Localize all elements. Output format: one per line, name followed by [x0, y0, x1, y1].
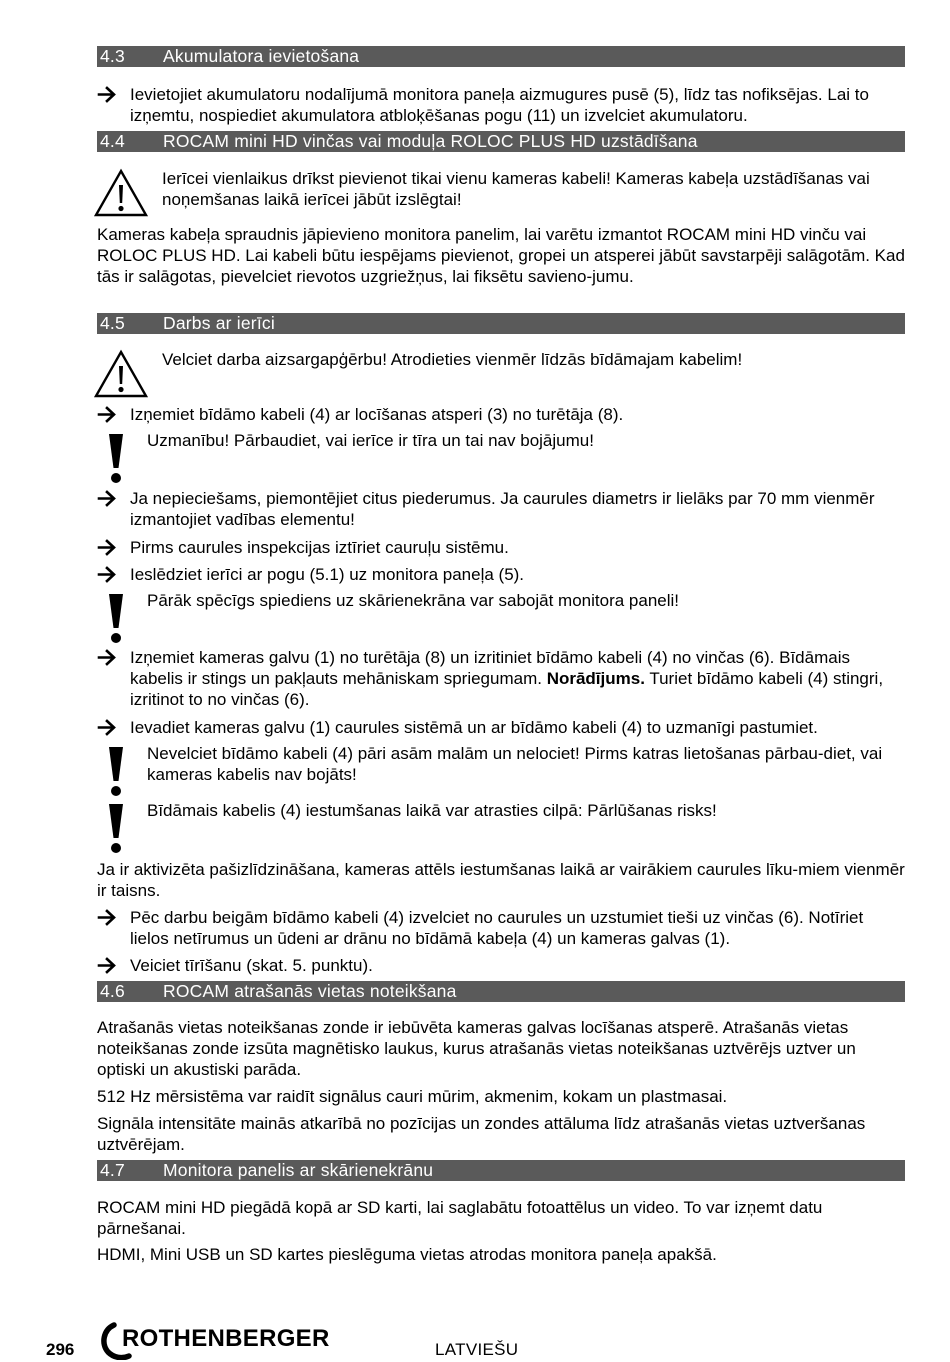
exclamation-icon — [105, 594, 127, 644]
list-item — [97, 537, 905, 558]
list-item-text: Izņemiet bīdāmo kabeli (4) ar locīšanas atsperi (3) no turētāja (8). — [130, 405, 624, 424]
arrow-right-icon — [97, 717, 119, 738]
arrow-right-icon — [97, 404, 119, 425]
section-header-4-5 — [97, 313, 905, 334]
list-item — [97, 488, 905, 530]
paragraph: 512 Hz mērsistēma var raidīt signālus cauri mūrim, akmenim, kokam un plastmasai. — [97, 1087, 728, 1106]
section-number: 4.5 — [100, 313, 125, 333]
exclamation-icon — [105, 804, 127, 854]
caution-text: Uzmanību! Pārbaudiet, vai ierīce ir tīra un tai nav bojājumu! — [147, 431, 594, 450]
list-item-text: Ieslēdziet ierīci ar pogu (5.1) uz monitora paneļa (5). — [130, 565, 525, 584]
warning-block — [97, 168, 905, 210]
list-item — [97, 717, 905, 738]
list-item-text: Ja nepieciešams, piemontējiet citus piederumus. Ja caurules diametrs ir lielāks par 70 mm vienmēr izmantojiet vadības elementu! — [130, 489, 875, 529]
list-item-text: Ievietojiet akumulatoru nodalījumā monitora paneļa aizmugures pusē (5), līdz tas nofiksējas. Lai to izņemtu, nospiediet akumulatora atbloķēšanas pogu (11) un izvelciet akumulatoru. — [130, 85, 869, 125]
list-item — [97, 907, 905, 949]
paragraph: Kameras kabeļa spraudnis jāpievieno monitora panelim, lai varētu izmantot ROCAM mini HD vinču vai ROLOC PLUS HD. Lai kabeli būtu iespējams pievienot, gropei un atsperei jābūt savstarpēji salāgotām. Kad tās ir salāgotas, pievelciet rievotos uzgriežņus, lai fiksētu savieno-jumu. — [97, 225, 905, 286]
warning-block — [97, 349, 905, 370]
section-title: Monitora panelis ar skārienekrānu — [163, 1160, 434, 1180]
warning-triangle-icon — [93, 349, 149, 399]
arrow-right-icon — [97, 647, 119, 668]
list-item-text-part: Izņemiet kameras galvu (1) no turētāja (8) un izritiniet bīdāmo kabeli (4) no vinčas (6). Bīdāmais kabelis ir stings un pakļauts mehāniskam spriegumam. — [130, 648, 850, 688]
section-number: 4.7 — [100, 1160, 125, 1180]
list-item — [97, 955, 905, 976]
list-item — [97, 84, 905, 126]
warning-text: Velciet darba aizsargapģērbu! Atrodieties vienmēr līdzās bīdāmajam kabelim! — [162, 350, 743, 369]
arrow-right-icon — [97, 955, 119, 976]
section-number: 4.4 — [100, 131, 125, 151]
caution-text: Pārāk spēcīgs spiediens uz skārienekrāna var sabojāt monitora paneli! — [147, 591, 680, 610]
arrow-right-icon — [97, 537, 119, 558]
caution-note — [97, 800, 905, 821]
list-item-text: Pēc darbu beigām bīdāmo kabeli (4) izvelciet no caurules un uzstumiet tieši uz vinčas (6). Notīriet lielos netīrumus un ūdeni ar drānu no bīdāmā kabeļa (4) un kameras galvas (1). — [130, 908, 864, 948]
exclamation-icon — [105, 434, 127, 484]
section-number: 4.3 — [100, 46, 125, 66]
warning-triangle-icon — [93, 168, 149, 218]
paragraph: Atrašanās vietas noteikšanas zonde ir iebūvēta kameras galvas locīšanas atsperē. Atrašanās vietas noteikšanas zonde izsūta magnētisko laukus, kurus atrašanās vietas noteikšanas uztvērējs uztver un optiski un akustiski parāda. — [97, 1018, 856, 1079]
brand-name: ROTHENBERGER — [122, 1325, 330, 1352]
section-title: Akumulatora ievietošana — [163, 46, 360, 66]
language-label: LATVIEŠU — [435, 1340, 519, 1359]
section-header-4-6 — [97, 981, 905, 1002]
arrow-right-icon — [97, 488, 119, 509]
section-title: ROCAM mini HD vinčas vai moduļa ROLOC PLUS HD uzstādīšana — [163, 131, 698, 151]
section-title: ROCAM atrašanās vietas noteikšana — [163, 981, 457, 1001]
caution-note — [97, 743, 905, 785]
arrow-right-icon — [97, 907, 119, 928]
list-item — [97, 564, 905, 585]
paragraph: Signāla intensitāte mainās atkarībā no pozīcijas un zondes attāluma līdz atrašanās vietas uztveršanas uztvērējam. — [97, 1114, 866, 1154]
caution-text: Nevelciet bīdāmo kabeli (4) pāri asām malām un nelociet! Pirms katras lietošanas pārbau-diet, vai kameras kabelis nav bojāts! — [147, 744, 883, 784]
section-header-4-4 — [97, 131, 905, 152]
list-item-text: Ievadiet kameras galvu (1) caurules sistēmā un ar bīdāmo kabeli (4) to uzmanīgi pastumiet. — [130, 718, 818, 737]
section-title: Darbs ar ierīci — [163, 313, 275, 333]
caution-note — [97, 430, 905, 451]
page-number: 296 — [46, 1340, 75, 1359]
list-item-text: Pirms caurules inspekcijas iztīriet cauruļu sistēmu. — [130, 538, 509, 557]
list-item — [97, 404, 905, 425]
section-header-4-3 — [97, 46, 905, 67]
rothenberger-logo — [100, 1322, 350, 1360]
paragraph: HDMI, Mini USB un SD kartes pieslēguma vietas atrodas monitora paneļa apakšā. — [97, 1245, 717, 1264]
list-item-text — [130, 647, 905, 710]
paragraph: Ja ir aktivizēta pašizlīdzināšana, kameras attēls iestumšanas laikā ar vairākiem caurules līku-miem vienmēr ir taisns. — [97, 860, 905, 900]
list-item-text: Veiciet tīrīšanu (skat. 5. punktu). — [130, 956, 373, 975]
list-item — [97, 647, 905, 710]
note-label: Norādījums. — [546, 669, 645, 688]
caution-text: Bīdāmais kabelis (4) iestumšanas laikā var atrasties cilpā: Pārlūšanas risks! — [147, 801, 717, 820]
section-number: 4.6 — [100, 981, 125, 1001]
list-item-text-part: Turiet bīdāmo kabeli (4) stingri, izritinot to no vinčas (6). — [130, 669, 884, 709]
exclamation-icon — [105, 747, 127, 797]
arrow-right-icon — [97, 84, 119, 105]
caution-note — [97, 590, 905, 611]
warning-text: Ierīcei vienlaikus drīkst pievienot tikai vienu kameras kabeli! Kameras kabeļa uzstādīšanas vai noņemšanas laikā ierīcei jābūt izslēgtai! — [162, 169, 870, 209]
section-header-4-7 — [97, 1160, 905, 1181]
arrow-right-icon — [97, 564, 119, 585]
paragraph: ROCAM mini HD piegādā kopā ar SD karti, lai saglabātu fotoattēlus un video. To var izņemt datu pārnešanai. — [97, 1198, 823, 1238]
